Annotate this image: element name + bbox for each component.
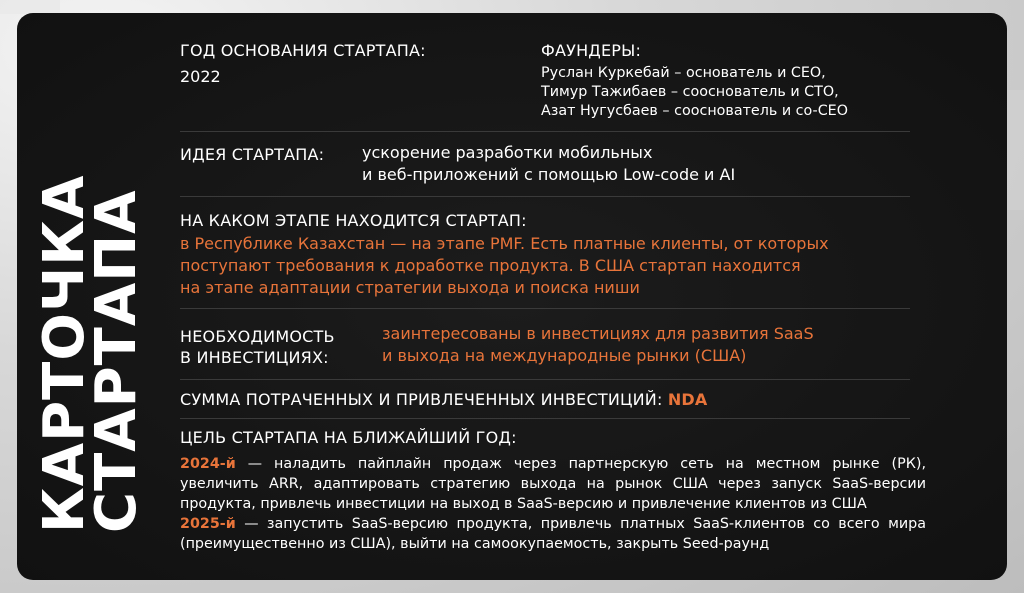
investment-need-label: В ИНВЕСТИЦИЯХ: <box>180 348 329 367</box>
founder-item: Азат Нугусбаев – сооснователь и co-CEO <box>541 103 848 119</box>
stage-line: поступают требования к доработке продукта. В США стартап находится <box>180 256 801 275</box>
divider <box>180 418 910 419</box>
title-line-2: СТАРТАПА <box>84 189 149 533</box>
idea-line: ускорение разработки мобильных <box>362 143 653 162</box>
founder-item: Тимур Тажибаев – сооснователь и CTO, <box>541 84 839 100</box>
divider <box>180 131 910 132</box>
stage-line: на этапе адаптации стратегии выхода и поиска ниши <box>180 278 640 297</box>
investments-sum-value: NDA <box>667 390 708 409</box>
vertical-title <box>32 113 154 533</box>
paper-scrap-top-left <box>0 0 60 14</box>
goal-text-2025: — запустить SaaS-версию продукта, привлечь платных SaaS-клиентов со всего мира (преимущественно из США), выйти на самоокупаемость, закрыть Seed-раунд <box>180 516 926 552</box>
investment-need-line: заинтересованы в инвестициях для развития SaaS <box>382 324 814 343</box>
goal-year-2025: 2025-й <box>180 516 236 532</box>
paper-scrap-right <box>1006 90 1024 210</box>
idea-label: ИДЕЯ СТАРТАПА: <box>180 145 325 164</box>
founded-label: ГОД ОСНОВАНИЯ СТАРТАПА: <box>180 41 426 60</box>
goal-text-2024: — наладить пайплайн продаж через партнерскую сеть на местном рынке (РК), увеличить ARR, адаптировать стратегию выхода на рынок США через запуск SaaS-версии продукта, привлечь инвестиции на выход в SaaS-версию и привлечение клиентов из США <box>180 456 926 512</box>
investment-need-line: и выхода на международные рынки (США) <box>382 346 747 365</box>
investments-sum-label: СУММА ПОТРАЧЕННЫХ И ПРИВЛЕЧЕННЫХ ИНВЕСТИЦИЙ: <box>180 390 663 409</box>
founded-value: 2022 <box>180 67 221 86</box>
startup-card <box>17 13 1007 580</box>
divider <box>180 308 910 309</box>
investment-need-label: НЕОБХОДИМОСТЬ <box>180 327 335 346</box>
goal-text <box>180 454 926 554</box>
stage-label: НА КАКОМ ЭТАПЕ НАХОДИТСЯ СТАРТАП: <box>180 211 527 230</box>
goal-year-2024: 2024-й <box>180 456 236 472</box>
founder-item: Руслан Куркебай – основатель и CEO, <box>541 65 826 81</box>
divider <box>180 379 910 380</box>
founders-label: ФАУНДЕРЫ: <box>541 41 642 60</box>
goal-label: ЦЕЛЬ СТАРТАПА НА БЛИЖАЙШИЙ ГОД: <box>180 428 517 447</box>
card-content <box>180 13 980 580</box>
stage-line: в Республике Казахстан — на этапе PMF. Есть платные клиенты, от которых <box>180 234 829 253</box>
investments-sum-row <box>180 390 708 409</box>
divider <box>180 196 910 197</box>
idea-line: и веб-приложений с помощью Low-code и AI <box>362 165 736 184</box>
title-line-1: КАРТОЧКА <box>32 174 97 533</box>
